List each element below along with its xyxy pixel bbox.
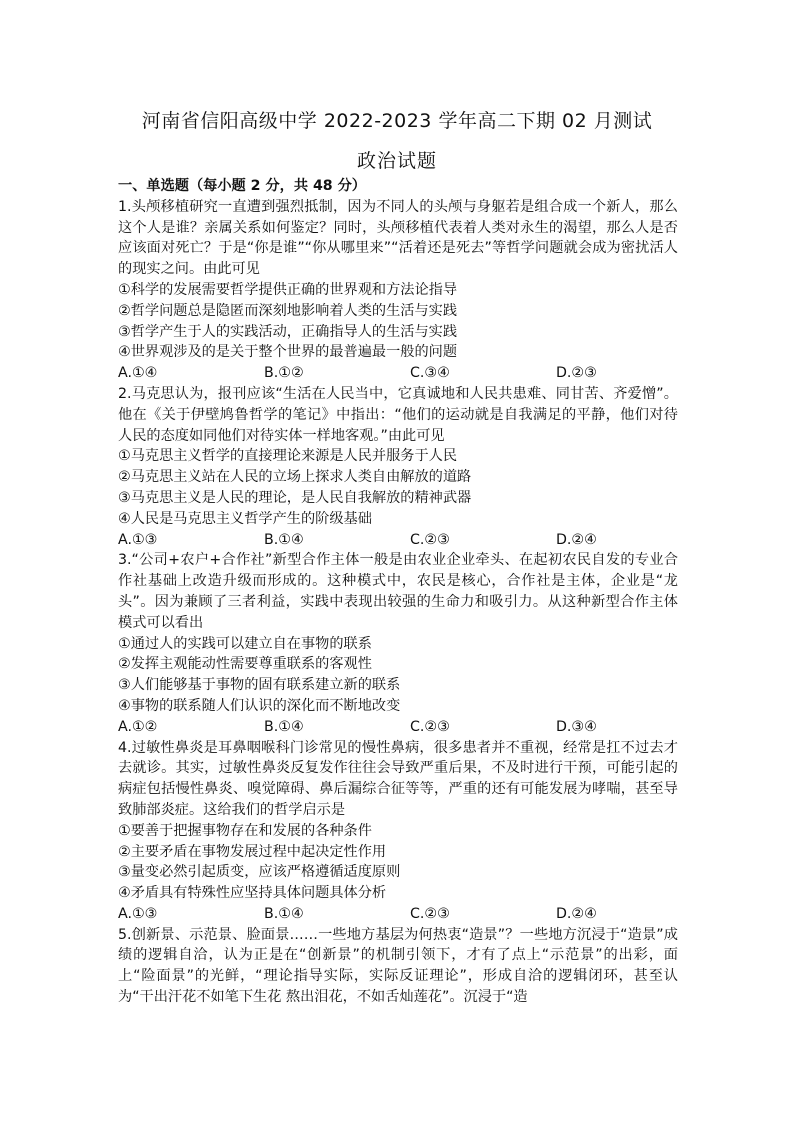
answer-choice-a: A.①② [118, 718, 158, 735]
statement-option: ③量变必然引起质变，应该严格遵循适度原则 [118, 864, 401, 881]
question-stem: 2.马克思认为，报刊应该“生活在人民当中，它真诚地和人民共患难、同甘苦、齐爱憎”。他在《关于伊壁鸠鲁哲学的笔记》中指出：“他们的运动就是自我满足的平静，他们对待人民的态度如同他们对待实体一样地客观。”由此可见 [118, 385, 678, 444]
statement-option: ①要善于把握事物存在和发展的各种条件 [118, 822, 372, 839]
statement-option: ③人们能够基于事物的固有联系建立新的联系 [118, 677, 401, 694]
answer-choices [118, 363, 678, 384]
question-stem: 5.创新景、示范景、脸面景……一些地方基层为何热衷“造景”？一些地方沉浸于“造景”成绩的逻辑自洽，认为正是在“创新景”的机制引领下，才有了点上“示范景”的出彩，面上“险面景”的光鲜，“理论指导实际，实际反证理论”，形成自洽的逻辑闭环，甚至认为“干出汗花不如笔下生花 熬出泪花，不如舌灿莲花”。沉浸于“造 [118, 926, 678, 1006]
statement-option: ②哲学问题总是隐匿而深刻地影响着人类的生活与实践 [118, 302, 458, 319]
statement-option: ④世界观涉及的是关于整个世界的最普遍最一般的问题 [118, 344, 458, 361]
question-stem: 3.“公司+农户+合作社”新型合作主体一般是由农业企业牵头、在起初农民自发的专业合作社基础上改造升级而形成的。这种模式中，农民是核心，合作社是主体，企业是“龙头”。因为兼顾了三者利益，实践中表现出较强的生命力和吸引力。从这种新型合作主体模式可以看出 [118, 552, 678, 631]
answer-choice-d: D.③④ [556, 718, 597, 735]
statement-option: ④事物的联系随人们认识的深化而不断地改变 [118, 697, 401, 714]
statement-option: ①马克思主义哲学的直接理论来源是人民并服务于人民 [118, 448, 458, 465]
answer-choice-a: A.①④ [118, 365, 158, 382]
question-5 [118, 925, 678, 1008]
statement-option: ③哲学产生于人的实践活动，正确指导人的生活与实践 [118, 323, 458, 340]
answer-choice-d: D.②④ [556, 531, 597, 548]
statement-option: ④矛盾具有特殊性应坚持具体问题具体分析 [118, 885, 387, 902]
answer-choice-b: B.①④ [264, 905, 304, 922]
exam-title: 河南省信阳高级中学 2022-2023 学年高二下期 02 月测试 [141, 110, 653, 132]
statement-option: ①科学的发展需要哲学提供正确的世界观和方法论指导 [118, 281, 458, 298]
question-stem: 4.过敏性鼻炎是耳鼻咽喉科门诊常见的慢性鼻病，很多患者并不重视，经常是扛不过去才去就诊。其实，过敏性鼻炎反复发作往往会导致严重后果，不及时进行干预，可能引起的病症包括慢性鼻炎、嗅觉障碍、鼻后漏综合征等等，严重的还有可能发展为哮喘，甚至导致肺部炎症。这给我们的哲学启示是 [118, 739, 678, 818]
answer-choice-b: B.①② [264, 365, 304, 382]
statement-option: ④人民是马克思主义哲学产生的阶级基础 [118, 510, 372, 527]
question-stem: 1.头颅移植研究一直遭到强烈抵制，因为不同人的头颅与身躯若是组合成一个新人，那么这个人是谁？亲属关系如何鉴定？同时，头颅移植代表着人类对永生的渴望，那么人是否应该面对死亡？于是“你是谁”“你从哪里来”“活着还是死去”等哲学问题就会成为密扰活人的现实之问。由此可见 [118, 198, 678, 278]
answer-choice-a: A.①③ [118, 531, 158, 548]
statement-option: ②马克思主义站在人民的立场上探求人类自由解放的道路 [118, 469, 472, 486]
answer-choice-c: C.②③ [410, 905, 450, 922]
question-1 [118, 197, 678, 384]
statement-option: ②发挥主观能动性需要尊重联系的客观性 [118, 656, 372, 673]
answer-choice-c: C.②③ [410, 531, 450, 548]
answer-choice-c: C.②③ [410, 718, 450, 735]
exam-subtitle: 政治试题 [356, 150, 437, 172]
question-3 [118, 550, 678, 737]
statement-option: ①通过人的实践可以建立自在事物的联系 [118, 635, 372, 652]
answer-choices [118, 717, 678, 738]
answer-choices [118, 530, 678, 551]
answer-choices [118, 904, 678, 925]
exam-content [118, 176, 678, 1008]
statement-option: ③马克思主义是人民的理论，是人民自我解放的精神武器 [118, 489, 472, 506]
question-4 [118, 738, 678, 925]
section-heading: 一、单选题（每小题 2 分，共 48 分） [118, 178, 366, 194]
statement-option: ②主要矛盾在事物发展过程中起决定性作用 [118, 843, 387, 860]
answer-choice-b: B.①④ [264, 531, 304, 548]
question-2 [118, 384, 678, 550]
answer-choice-d: D.②③ [556, 365, 597, 382]
answer-choice-c: C.③④ [410, 365, 450, 382]
answer-choice-d: D.②④ [556, 905, 597, 922]
answer-choice-b: B.①④ [264, 718, 304, 735]
answer-choice-a: A.①③ [118, 905, 158, 922]
